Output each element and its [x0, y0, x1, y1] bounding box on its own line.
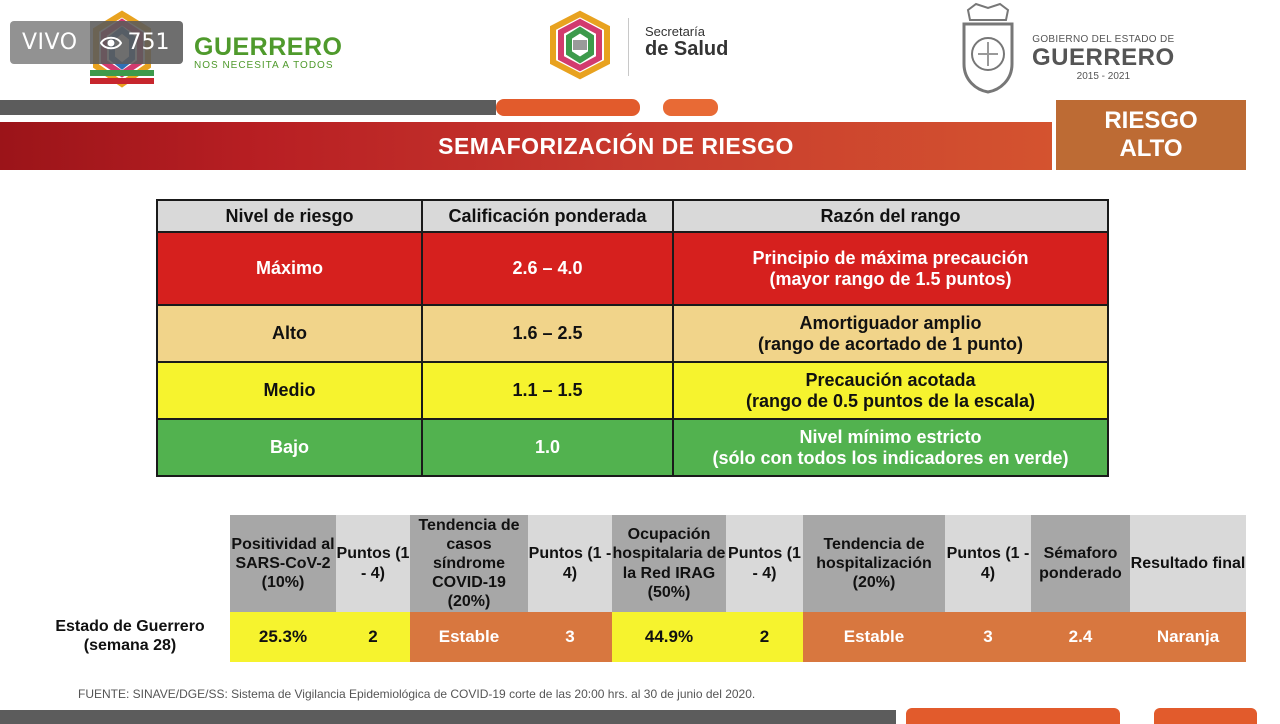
- live-viewers-badge[interactable]: [10, 21, 183, 64]
- reason-line1: Nivel mínimo estricto: [799, 426, 982, 447]
- risk-levels-table: [156, 199, 1109, 477]
- level-cell: Alto: [157, 305, 422, 362]
- gob-line1: GOBIERNO DEL ESTADO DE: [1032, 34, 1175, 45]
- decor-bar-gray: [0, 100, 496, 115]
- salud-line1: Secretaría: [645, 24, 705, 39]
- score-cell: 2.6 – 4.0: [422, 232, 673, 305]
- risk-badge-line1: RIESGO: [1104, 107, 1198, 135]
- table-row-alto: [157, 305, 1108, 362]
- score-cell: 1.6 – 2.5: [422, 305, 673, 362]
- state-government-text: [1032, 34, 1175, 82]
- state-shield-icon: [956, 2, 1020, 94]
- value-puntos: 2: [726, 612, 803, 662]
- indicator-header-resultado: Resultado final: [1130, 515, 1246, 612]
- table-row-medio: [157, 362, 1108, 419]
- value-tendencia-casos: Estable: [410, 612, 528, 662]
- value-puntos: 3: [528, 612, 612, 662]
- header-divider: [628, 18, 629, 76]
- reason-line2: (mayor rango de 1.5 puntos): [769, 268, 1012, 289]
- table-row-maximo: [157, 232, 1108, 305]
- header-calificacion: Calificación ponderada: [422, 200, 673, 232]
- header-razon: Razón del rango: [673, 200, 1108, 232]
- reason-cell: [673, 305, 1108, 362]
- source-note: FUENTE: SINAVE/DGE/SS: Sistema de Vigilancia Epidemiológica de COVID-19 corte de las 20:00 hrs. al 30 de junio del 2020.: [78, 687, 756, 701]
- table-header-row: [157, 200, 1108, 232]
- gob-line3: 2015 - 2021: [1076, 71, 1131, 83]
- guerrero-logo-text: [194, 33, 342, 71]
- level-cell: Bajo: [157, 419, 422, 476]
- reason-line1: Precaución acotada: [805, 369, 976, 390]
- indicator-header-tendencia-casos: Tendencia de casos síndrome COVID-19 (20%): [410, 515, 528, 612]
- salud-logo-emblem: [545, 10, 615, 80]
- guerrero-logo-subtitle: NOS NECESITA A TODOS: [194, 60, 334, 71]
- header-nivel: Nivel de riesgo: [157, 200, 422, 232]
- indicator-header-semaforo: Sémaforo ponderado: [1031, 515, 1130, 612]
- reason-cell: [673, 232, 1108, 305]
- gob-line2: GUERRERO: [1032, 44, 1175, 71]
- score-cell: 1.0: [422, 419, 673, 476]
- value-semaforo: 2.4: [1031, 612, 1130, 662]
- decor-bottom-bar-gray: [0, 710, 896, 724]
- row-label-line1: Estado de Guerrero: [55, 618, 205, 635]
- value-ocupacion: 44.9%: [612, 612, 726, 662]
- guerrero-logo-title: GUERRERO: [194, 33, 343, 61]
- value-puntos: 3: [945, 612, 1031, 662]
- viewer-count: [90, 21, 183, 64]
- decor-bar-orange-small: [663, 99, 718, 116]
- reason-cell: [673, 419, 1108, 476]
- value-puntos: 2: [336, 612, 410, 662]
- risk-badge-line2: ALTO: [1119, 135, 1183, 162]
- table-row-bajo: [157, 419, 1108, 476]
- decor-bottom-bar-orange-small: [1154, 708, 1257, 724]
- decor-bar-orange: [496, 99, 640, 116]
- value-positividad: 25.3%: [230, 612, 336, 662]
- indicator-header-tendencia-hosp: Tendencia de hospitalización (20%): [803, 515, 945, 612]
- indicator-header-puntos: Puntos (1 - 4): [945, 515, 1031, 612]
- live-label: VIVO: [22, 30, 78, 55]
- value-resultado: Naranja: [1130, 612, 1246, 662]
- indicator-row-label: [40, 617, 220, 655]
- reason-line2: (sólo con todos los indicadores en verde): [712, 447, 1069, 468]
- indicator-header-puntos: Puntos (1 - 4): [528, 515, 612, 612]
- eye-icon: [100, 35, 122, 51]
- viewer-count-value: 751: [127, 30, 170, 55]
- reason-line2: (rango de acortado de 1 punto): [757, 333, 1023, 354]
- value-tendencia-hosp: Estable: [803, 612, 945, 662]
- indicator-header-puntos: Puntos (1 - 4): [726, 515, 803, 612]
- indicator-header-positividad: Positividad al SARS-CoV-2 (10%): [230, 515, 336, 612]
- level-cell: Medio: [157, 362, 422, 419]
- risk-level-badge: [1056, 100, 1246, 170]
- reason-cell: [673, 362, 1108, 419]
- salud-logo-text: [645, 25, 728, 60]
- row-label-line2: (semana 28): [83, 637, 177, 655]
- page-title: SEMAFORIZACIÓN DE RIESGO: [438, 133, 794, 159]
- score-cell: 1.1 – 1.5: [422, 362, 673, 419]
- indicator-header-puntos: Puntos (1 - 4): [336, 515, 410, 612]
- reason-line2: (rango de 0.5 puntos de la escala): [745, 390, 1036, 411]
- indicator-header-ocupacion: Ocupación hospitalaria de la Red IRAG (50%): [612, 515, 726, 612]
- reason-line1: Principio de máxima precaución: [752, 247, 1029, 268]
- decor-bottom-bar-orange: [906, 708, 1120, 724]
- reason-line1: Amortiguador amplio: [799, 312, 982, 333]
- salud-line2: de Salud: [645, 37, 729, 60]
- level-cell: Máximo: [157, 232, 422, 305]
